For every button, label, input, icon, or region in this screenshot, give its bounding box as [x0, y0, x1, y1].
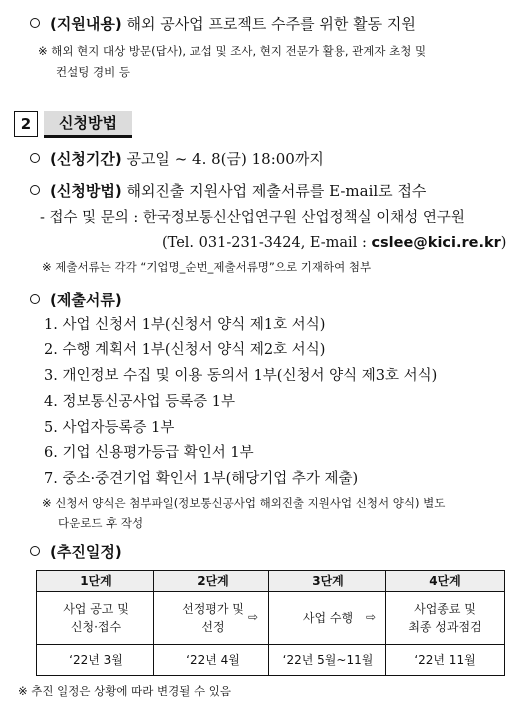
- stage-description: [37, 592, 155, 645]
- stage-line1: 사업 수행: [302, 611, 354, 625]
- documents-note-line1: ※ 신청서 양식은 첨부파일(정보통신공사업 해외진출 지원사업 신청서 양식) 별도: [42, 496, 446, 510]
- document-item: 5. 사업자등록증 1부: [44, 420, 175, 436]
- contact-line: - 접수 및 문의 : 한국정보통신산업연구원 산업정책실 이채성 연구원: [40, 210, 465, 226]
- stage-date: ‘22년 5월~11월: [282, 653, 374, 667]
- document-item: 1. 사업 신청서 1부(신청서 양식 제1호 서식): [44, 317, 326, 333]
- stage-step: 2단계: [154, 571, 272, 592]
- support-note-line1: ※ 해외 현지 대상 방문(답사), 교섭 및 조사, 현지 전문가 활용, 관계자 초청 및: [38, 44, 427, 58]
- support-row: [30, 14, 416, 34]
- contact-tel: (Tel. 031-231-3424, E-mail :: [162, 235, 372, 251]
- stage-step: 4단계: [386, 571, 504, 592]
- contact-email[interactable]: cslee@kici.re.kr: [371, 235, 501, 251]
- stage-line1: 사업 공고 및: [63, 602, 129, 616]
- support-text: 해외 공사업 프로젝트 수주를 위한 활동 지원: [126, 15, 416, 33]
- schedule-stage-1: [36, 570, 156, 676]
- documents-row: [30, 290, 122, 310]
- schedule-row: [30, 542, 122, 562]
- method-note: ※ 제출서류는 각각 “기업명_순번_제출서류명”으로 기재하여 첨부: [42, 260, 372, 274]
- contact-tel-line: [162, 233, 506, 253]
- bullet-circle-icon: [30, 294, 40, 304]
- documents-note-line2: 다운로드 후 작성: [58, 516, 144, 530]
- stage-line2: 신청·접수: [70, 620, 122, 634]
- period-label: (신청기간): [50, 150, 122, 168]
- schedule-note: ※ 추진 일정은 상황에 따라 변경될 수 있음: [18, 684, 231, 698]
- bullet-circle-icon: [30, 185, 40, 195]
- stage-date: ‘22년 3월: [69, 653, 123, 667]
- period-row: [30, 149, 324, 169]
- document-item: 7. 중소·중견기업 확인서 1부(해당기업 추가 제출): [44, 471, 359, 487]
- document-item: 3. 개인정보 수집 및 이용 동의서 1부(신청서 양식 제3호 서식): [44, 368, 438, 384]
- section-number: 2: [14, 111, 38, 137]
- bullet-circle-icon: [30, 153, 40, 163]
- stage-line2: 선정: [201, 620, 225, 634]
- arrow-right-icon: ⇨: [248, 610, 259, 624]
- stage-date: ‘22년 4월: [186, 653, 240, 667]
- document-item: 4. 정보통신공사업 등록증 1부: [44, 394, 235, 410]
- section-title: 신청방법: [44, 111, 132, 138]
- support-note-line2: 컨설팅 경비 등: [56, 65, 130, 79]
- stage-step: 3단계: [269, 571, 387, 592]
- method-label: (신청방법): [50, 182, 122, 200]
- schedule-label: (추진일정): [50, 543, 122, 561]
- document-item: 2. 수행 계획서 1부(신청서 양식 제2호 서식): [44, 342, 326, 358]
- document-item: 6. 기업 신용평가등급 확인서 1부: [44, 445, 254, 461]
- method-text: 해외진출 지원사업 제출서류를 E-mail로 접수: [126, 182, 427, 200]
- stage-description: [386, 592, 504, 645]
- stage-line1: 선정평가 및: [182, 602, 244, 616]
- stage-step: 1단계: [37, 571, 155, 592]
- stage-date: ‘22년 11월: [414, 653, 476, 667]
- bullet-circle-icon: [30, 18, 40, 28]
- stage-line2: 최종 성과점검: [408, 620, 482, 634]
- schedule-stage-4: [385, 570, 505, 676]
- method-row: [30, 181, 426, 201]
- period-text: 공고일 ~ 4. 8(금) 18:00까지: [126, 150, 324, 168]
- arrow-right-icon: ⇨: [366, 610, 377, 624]
- documents-label: (제출서류): [50, 291, 122, 309]
- bullet-circle-icon: [30, 546, 40, 556]
- support-label: (지원내용): [50, 15, 122, 33]
- contact-tel-end: ): [500, 235, 507, 251]
- stage-line1: 사업종료 및: [414, 602, 476, 616]
